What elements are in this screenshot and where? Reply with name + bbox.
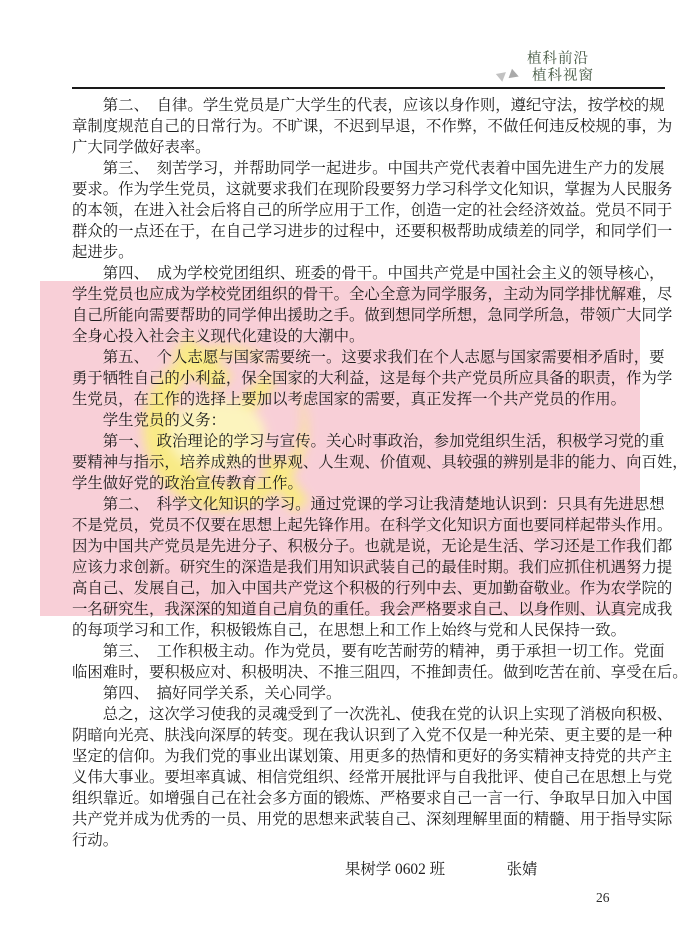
- text-line: 的每项学习和工作，积极锻炼自己，在思想上和工作上始终与党和人民保持一致。: [72, 622, 627, 639]
- page-number: 26: [596, 890, 610, 905]
- text-line: 起进步。: [72, 244, 134, 261]
- text-line: 第一、 政治理论的学习与宣传。关心时事政治，参加党组织生活，积极学习党的重: [72, 433, 665, 450]
- text-line: 第四、 成为学校党团组织、班委的骨干。中国共产党是中国社会主义的领导核心，: [72, 265, 665, 282]
- document-body: [72, 95, 688, 851]
- header-divider: [72, 87, 665, 89]
- text-line: 要求。作为学生党员，这就要求我们在现阶段要努力学习科学文化知识，掌握为人民服务: [72, 181, 673, 198]
- text-line: 坚定的信仰。为我们党的事业出谋划策、用更多的热情和更好的务实精神支持党的共产主: [72, 748, 673, 765]
- text-line: 总之，这次学习使我的灵魂受到了一次洗礼、使我在党的认识上实现了消极向积极、: [72, 706, 673, 723]
- text-line: 学生党员也应成为学校党团组织的骨干。全心全意为同学服务，主动为同学排忧解难，尽: [72, 286, 673, 303]
- text-line: 的本领，在进入社会后将自己的所学应用于工作，创造一定的社会经济效益。党员不同于: [72, 202, 673, 219]
- text-line: 学生做好党的政治宣传教育工作。: [72, 475, 303, 492]
- text-line: 应该力求创新。研究生的深造是我们用知识武装自己的最佳时期。我们应抓住机遇努力提: [72, 559, 673, 576]
- text-line: 因为中国共产党员是先进分子、积极分子。也就是说，无论是生活、学习还是工作我们都: [72, 538, 673, 555]
- signature-line: 果树学 0602 班 张婧: [345, 861, 538, 878]
- text-line: 章制度规范自己的日常行为。不旷课，不迟到早退，不作弊，不做任何违反校规的事，为: [72, 118, 673, 135]
- text-line: 勇于牺牲自己的小利益，保全国家的大利益，这是每个共产党员所应具备的职责，作为学: [72, 370, 673, 387]
- text-line: 第五、 个人志愿与国家需要统一。这要求我们在个人志愿与国家需要相矛盾时，要: [72, 349, 665, 366]
- double-arrow-icon: [498, 70, 519, 80]
- header-section-title: 植科视窗: [532, 68, 594, 84]
- text-line: 第三、 刻苦学习，并帮助同学一起进步。中国共产党代表着中国先进生产力的发展: [72, 160, 665, 177]
- text-line: 学生党员的义务：: [72, 412, 226, 429]
- text-line: 广大同学做好表率。: [72, 139, 211, 156]
- text-line: 组织靠近。如增强自己在社会多方面的锻炼、严格要求自己一言一行、争取早日加入中国: [72, 790, 673, 807]
- text-line: 共产党并成为优秀的一员、用党的思想来武装自己、深刻理解里面的精髓、用于指导实际: [72, 811, 673, 828]
- text-line: 要精神与指示，培养成熟的世界观、人生观、价值观、具较强的辨别是非的能力、向百姓，: [72, 454, 688, 471]
- text-line: 阴暗向光亮、肤浅向深厚的转变。现在我认识到了入党不仅是一种光荣、更主要的是一种: [72, 727, 673, 744]
- text-line: 自己所能向需要帮助的同学伸出援助之手。做到想同学所想，急同学所急，带领广大同学: [72, 307, 673, 324]
- text-line: 第二、 科学文化知识的学习。通过党课的学习让我清楚地认识到：只具有先进思想: [72, 496, 665, 513]
- text-line: 第三、 工作积极主动。作为党员，要有吃苦耐劳的精神，勇于承担一切工作。党面: [72, 643, 665, 660]
- text-line: 第二、 自律。学生党员是广大学生的代表，应该以身作则，遵纪守法，按学校的规: [72, 97, 665, 114]
- header-magazine-title: 植科前沿: [527, 51, 589, 67]
- text-line: 全身心投入社会主义现代化建设的大潮中。: [72, 328, 365, 345]
- text-line: 高自己、发展自己，加入中国共产党这个积极的行列中去、更加勤奋敬业。作为农学院的: [72, 580, 673, 597]
- text-line: 群众的一点还在于，在自己学习进步的过程中，还要积极帮助成绩差的同学，和同学们一: [72, 223, 673, 240]
- text-line: 生党员，在工作的选择上要加以考虑国家的需要，真正发挥一个共产党员的作用。: [72, 391, 627, 408]
- text-line: 临困难时，要积极应对、积极明决、不推三阻四，不推卸责任。做到吃苦在前、享受在后。: [72, 664, 688, 681]
- text-line: 行动。: [72, 832, 119, 849]
- text-line: 不是党员，党员不仅要在思想上起先锋作用。在科学文化知识方面也要同样起带头作用。: [72, 517, 673, 534]
- header-section-row: [498, 64, 594, 85]
- text-line: 一名研究生，我深深的知道自己肩负的重任。我会严格要求自己、以身作则、认真完成我: [72, 601, 673, 618]
- text-line: 第四、 搞好同学关系，关心同学。: [72, 685, 342, 702]
- text-line: 义伟大事业。要坦率真诚、相信党组织、经常开展批评与自我批评、使自己在思想上与党: [72, 769, 673, 786]
